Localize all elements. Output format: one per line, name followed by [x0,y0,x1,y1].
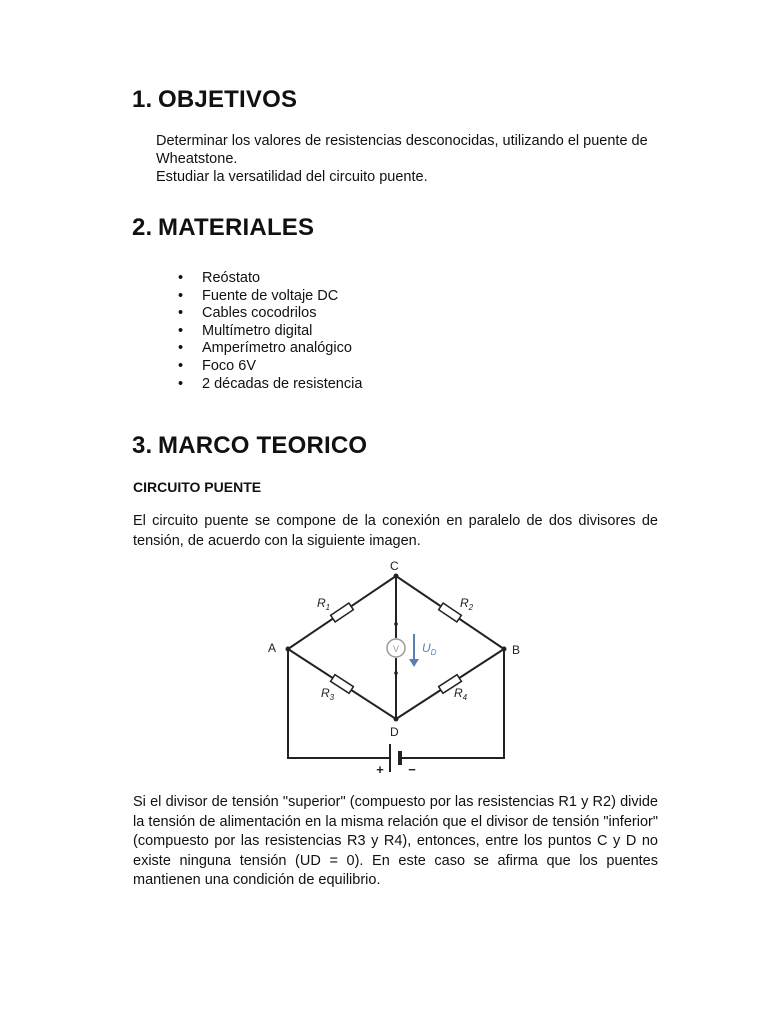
node-c-label: C [390,559,399,573]
section-number: 2. [132,214,153,241]
battery-plus-label: + [376,762,384,776]
section-title: MATERIALES [158,214,315,241]
objetivos-text [156,132,666,186]
section-title: MARCO TEORICO [158,432,368,459]
intro-paragraph: El circuito puente se compone de la conexión en paralelo de dos divisores de tensión, de acuerdo con la siguiente imagen. [133,513,658,549]
resistor-r1 [331,603,354,622]
objetivo-1: Determinar los valores de resistencias desconocidas, utilizando el puente de Wheatstone. [156,133,648,167]
list-item: • Cables cocodrilos [178,305,362,323]
resistor-r2-label: $R_2$ [460,596,474,612]
voltage-label: $U_D$ [422,641,437,657]
section-number: 1. [132,86,153,113]
wire-a-battery [288,649,390,758]
meter-terminal-dot [394,622,398,626]
resistor-r3 [331,675,354,694]
wire-battery-b [402,649,504,758]
resistor-r2 [439,603,462,622]
objetivo-2: Estudiar la versatilidad del circuito puente. [156,169,428,185]
node-b-label: B [512,643,521,657]
resistor-r3-label: $R_3$ [321,686,335,702]
voltmeter-label: V [392,644,400,654]
list-item: • Amperímetro analógico [178,340,362,358]
node-b-dot [502,647,507,652]
resistor-r1-label: $R_1$ [317,596,331,612]
list-item: • Multímetro digital [178,323,362,341]
subheading-circuito-puente: CIRCUITO PUENTE [133,479,262,495]
section-title: OBJETIVOS [158,86,298,113]
materiales-list [178,270,362,393]
section-number: 3. [132,432,153,459]
list-item: • 2 décadas de resistencia [178,376,362,394]
resistor-r4-label: $R_4$ [454,686,468,702]
node-c-dot [394,574,399,579]
heading-materiales [132,214,314,242]
heading-marco-teorico [132,432,367,460]
meter-terminal-dot [394,671,398,675]
list-item: • Foco 6V [178,358,362,376]
list-item: • Reóstato [178,270,362,288]
node-d-dot [394,717,399,722]
wheatstone-bridge-diagram [262,556,532,776]
node-d-label: D [390,725,399,739]
voltage-arrow-head [409,659,419,667]
node-a-dot [286,647,291,652]
body-paragraph: Si el divisor de tensión "superior" (compuesto por las resistencias R1 y R2) divide la tensión de alimentación en la misma relación que el divisor de tensión "inferior" (compuesto por las resistencias R3 y R4), entonces, entre los puntos C y D no existe ninguna tensión (UD = 0). En este caso se afirma que los puentes mantienen una condición de equilibrio. [133,794,658,888]
node-a-label: A [268,641,277,655]
battery-minus-label: − [408,762,416,776]
heading-objetivos [132,86,297,114]
list-item: • Fuente de voltaje DC [178,288,362,306]
